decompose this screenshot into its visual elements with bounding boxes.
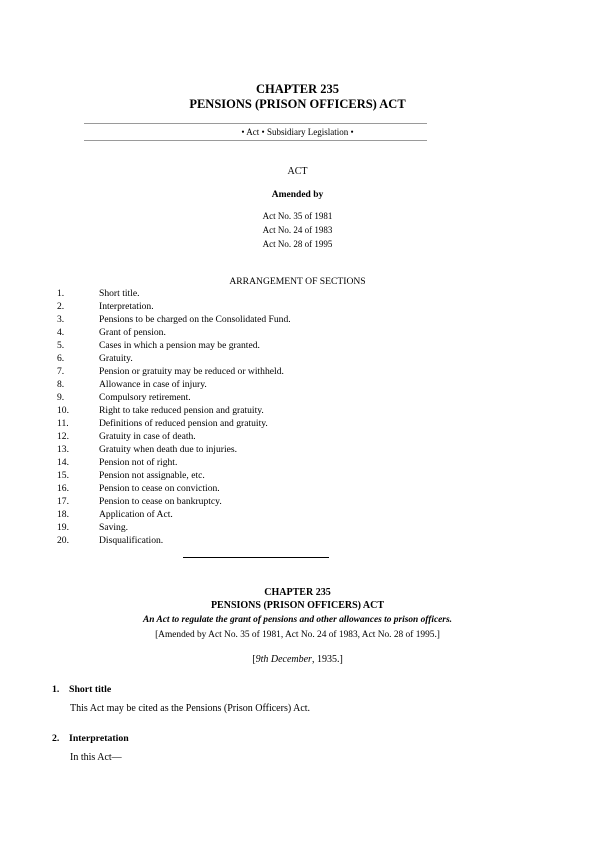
section-number: 3. xyxy=(57,314,65,325)
section-number: 20. xyxy=(57,535,69,546)
chapter-heading: CHAPTER 235 xyxy=(256,82,339,96)
bottom-rule xyxy=(84,140,427,141)
section-number: 8. xyxy=(57,379,65,390)
section-title: Interpretation xyxy=(69,733,129,744)
section-number: 2. xyxy=(57,301,65,312)
section-number: 17. xyxy=(57,496,69,507)
act-link[interactable]: Act xyxy=(246,127,260,137)
section-number: 4. xyxy=(57,327,65,338)
amended-note: [Amended by Act No. 35 of 1981, Act No. 24 of 1983, Act No. 28 of 1995.] xyxy=(155,630,440,640)
section-title: Pension not assignable, etc. xyxy=(99,470,205,481)
section-number: 2. xyxy=(52,733,60,744)
top-rule xyxy=(84,123,427,124)
amendment-item: Act No. 24 of 1983 xyxy=(262,225,333,235)
section-number: 15. xyxy=(57,470,69,481)
section-number: 14. xyxy=(57,457,69,468)
section-text: In this Act— xyxy=(70,752,122,763)
date-italic: 9th December xyxy=(255,654,312,665)
amended-by-heading: Amended by xyxy=(271,190,324,200)
section-number: 7. xyxy=(57,366,65,377)
subsidiary-legislation-link[interactable]: Subsidiary Legislation xyxy=(266,127,349,137)
section-title: Short title xyxy=(69,684,112,695)
section-title: Gratuity. xyxy=(99,353,133,364)
act-heading: ACT xyxy=(287,166,308,177)
bullet: • xyxy=(241,127,245,137)
section-number: 10. xyxy=(57,405,69,416)
section-title: Cases in which a pension may be granted. xyxy=(99,340,260,351)
section-title: Grant of pension. xyxy=(99,327,166,338)
section-title: Short title. xyxy=(99,288,140,299)
amendment-item: Act No. 28 of 1995 xyxy=(262,239,333,249)
arrangement-heading: ARRANGEMENT OF SECTIONS xyxy=(229,276,366,287)
section-number: 11. xyxy=(57,418,69,429)
section-number: 9. xyxy=(57,392,65,403)
act-title: PENSIONS (PRISON OFFICERS) ACT xyxy=(189,97,406,111)
section-number: 1. xyxy=(57,288,65,299)
section-number: 1. xyxy=(52,684,60,695)
section-number: 13. xyxy=(57,444,69,455)
section-title: Pension to cease on conviction. xyxy=(99,483,220,494)
section-number: 16. xyxy=(57,483,69,494)
section-title: Pension to cease on bankruptcy. xyxy=(99,496,222,507)
section-number: 6. xyxy=(57,353,65,364)
body-act-title: PENSIONS (PRISON OFFICERS) ACT xyxy=(210,600,385,611)
commencement-date xyxy=(0,654,595,665)
section-title: Allowance in case of injury. xyxy=(99,379,207,390)
section-title: Pensions to be charged on the Consolidated Fund. xyxy=(99,314,291,325)
section-title: Pension or gratuity may be reduced or withheld. xyxy=(99,366,284,377)
body-chapter-heading: CHAPTER 235 xyxy=(264,587,331,598)
section-title: Interpretation. xyxy=(99,301,154,312)
section-title: Definitions of reduced pension and gratuity. xyxy=(99,418,268,429)
section-title: Gratuity when death due to injuries. xyxy=(99,444,238,455)
section-number: 12. xyxy=(57,431,69,442)
section-text: This Act may be cited as the Pensions (Prison Officers) Act. xyxy=(70,703,311,714)
section-title: Pension not of right. xyxy=(99,457,178,468)
navigation-bar xyxy=(0,127,595,137)
section-number: 18. xyxy=(57,509,69,520)
section-title: Compulsory retirement. xyxy=(99,392,191,403)
section-number: 5. xyxy=(57,340,65,351)
section-separator xyxy=(183,557,329,558)
amendment-item: Act No. 35 of 1981 xyxy=(262,211,333,221)
section-title: Application of Act. xyxy=(99,509,173,520)
section-title: Gratuity in case of death. xyxy=(99,431,196,442)
section-title: Saving. xyxy=(99,522,129,533)
bullet: • xyxy=(261,127,265,137)
section-title: Right to take reduced pension and gratuity. xyxy=(99,405,264,416)
long-title: An Act to regulate the grant of pensions and other allowances to prison officers. xyxy=(143,615,452,625)
date-rest: , 1935.] xyxy=(311,654,343,665)
section-number: 19. xyxy=(57,522,69,533)
section-title: Disqualification. xyxy=(99,535,164,546)
bullet: • xyxy=(350,127,354,137)
date-open-bracket: [ xyxy=(252,654,256,665)
